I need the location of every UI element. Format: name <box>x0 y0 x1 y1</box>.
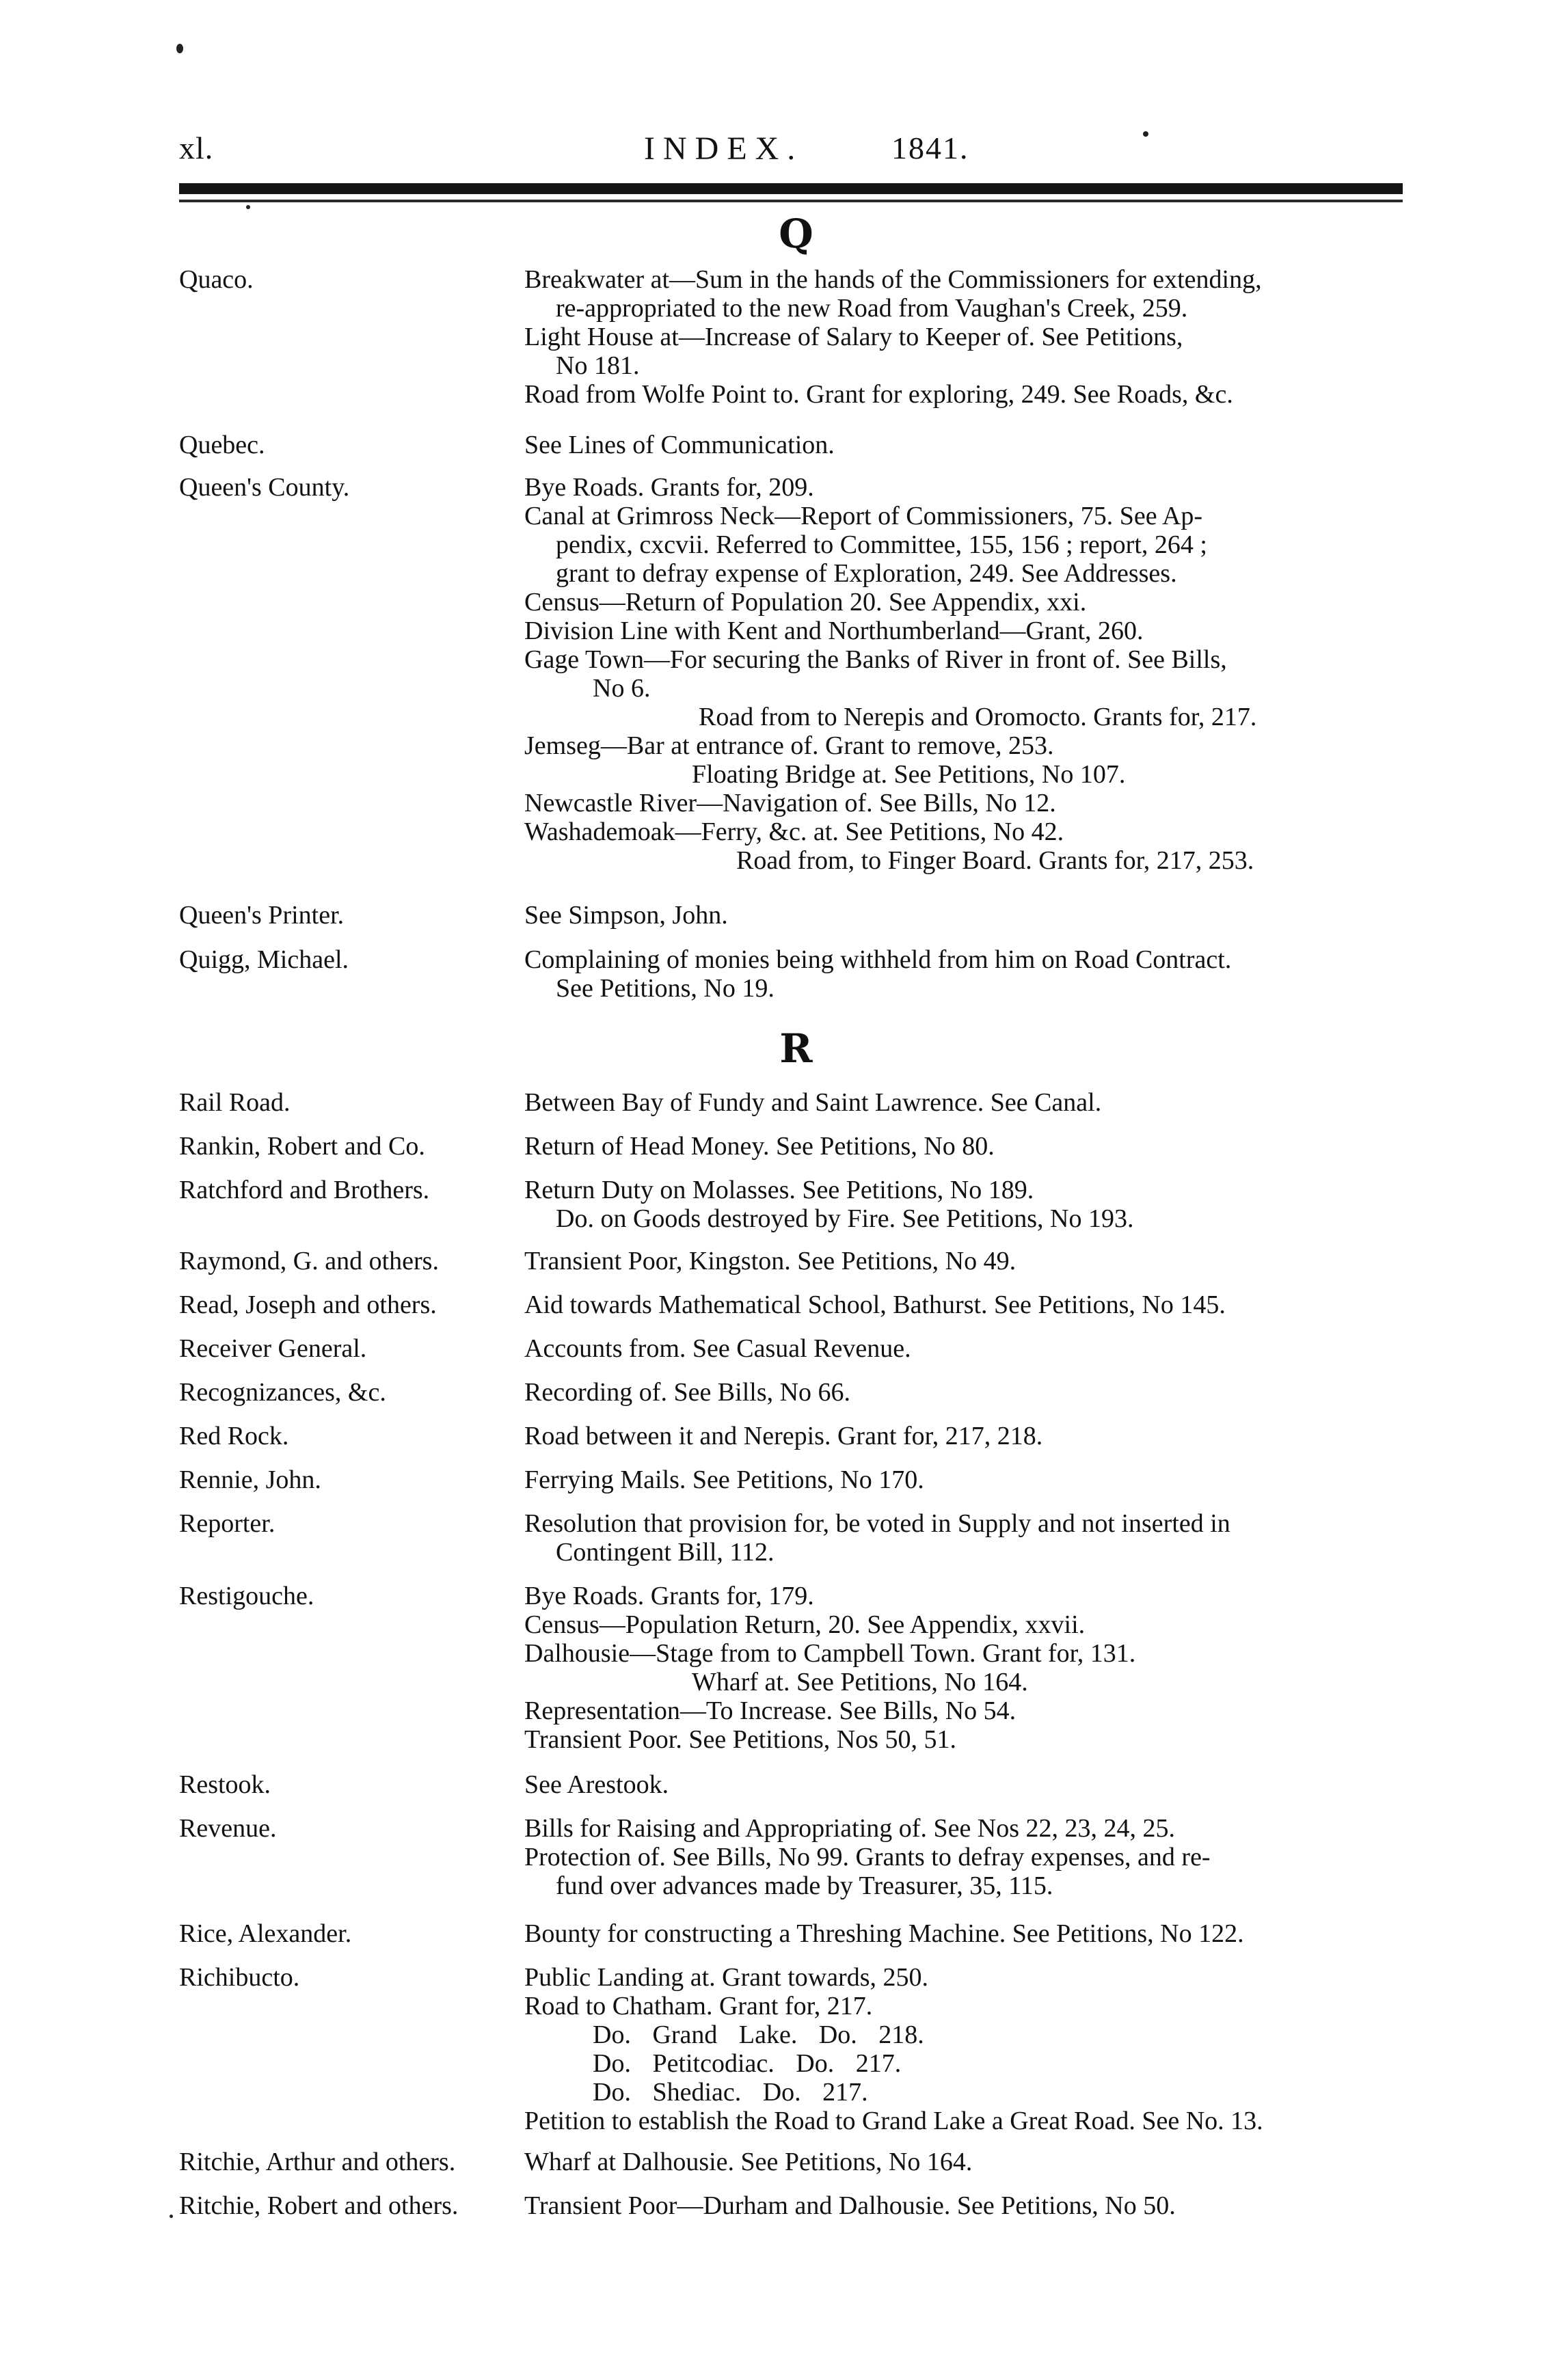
entry-body <box>524 1290 1406 1319</box>
entry-line: See Lines of Communication. <box>524 431 835 459</box>
entry-heading: Quigg, Michael. <box>179 945 349 974</box>
entry-line: Newcastle River—Navigation of. See Bills, No 12. <box>524 789 1056 817</box>
entry-line: Bounty for constructing a Threshing Machine. See Petitions, No 122. <box>524 1919 1244 1948</box>
entry-heading: Receiver General. <box>179 1334 367 1363</box>
running-header <box>179 130 1396 185</box>
entry-line: Complaining of monies being withheld from him on Road Contract. <box>524 945 1232 974</box>
entry-line: Transient Poor—Durham and Dalhousie. See Petitions, No 50. <box>524 2191 1176 2220</box>
entry-line: Bye Roads. Grants for, 209. <box>524 473 814 502</box>
entry-line: Protection of. See Bills, No 99. Grants to defray expenses, and re- <box>524 1843 1211 1871</box>
entry-line: Census—Population Return, 20. See Appendix, xxvii. <box>524 1610 1086 1639</box>
entry-line: See Petitions, No 19. <box>556 974 775 1003</box>
entry-body <box>524 901 1406 930</box>
entry-line: Representation—To Increase. See Bills, No 54. <box>524 1696 1016 1725</box>
entry-line: Division Line with Kent and Northumberland—Grant, 260. <box>524 617 1144 645</box>
entry-line: See Arestook. <box>524 1770 669 1799</box>
entry-line: Road from, to Finger Board. Grants for, 217, 253. <box>736 846 1254 875</box>
entry-body <box>524 1088 1406 1117</box>
entry-line: Between Bay of Fundy and Saint Lawrence. See Canal. <box>524 1088 1102 1117</box>
entry-line: Return of Head Money. See Petitions, No 80. <box>524 1132 995 1161</box>
entry-line: Do. Petitcodiac. Do. 217. <box>593 2049 902 2078</box>
scan-speck <box>1143 131 1148 137</box>
entry-heading: Queen's County. <box>179 473 350 502</box>
scan-speck <box>170 2215 173 2218</box>
entry-line: Gage Town—For securing the Banks of River in front of. See Bills, <box>524 645 1227 674</box>
page-title: INDEX. <box>644 131 804 167</box>
entry-heading: Ritchie, Robert and others. <box>179 2191 459 2220</box>
entry-line: Transient Poor. See Petitions, Nos 50, 51. <box>524 1725 956 1754</box>
entry-line: Petition to establish the Road to Grand Lake a Great Road. See No. 13. <box>524 2107 1263 2135</box>
entry-body <box>524 1509 1406 1567</box>
entry-line: Road between it and Nerepis. Grant for, 217, 218. <box>524 1422 1043 1450</box>
entry-line: Breakwater at—Sum in the hands of the Commissioners for extending, <box>524 265 1262 294</box>
entry-line: Canal at Grimross Neck—Report of Commissioners, 75. See Ap- <box>524 502 1203 530</box>
entry-heading: Revenue. <box>179 1814 277 1843</box>
entry-body <box>524 1770 1406 1799</box>
entry-line: Wharf at. See Petitions, No 164. <box>692 1668 1028 1696</box>
entry-heading: Ratchford and Brothers. <box>179 1176 430 1204</box>
entry-body <box>524 1582 1406 1754</box>
section-letter-r: R <box>779 1025 813 1072</box>
entry-heading: Rankin, Robert and Co. <box>179 1132 425 1161</box>
entry-line: Return Duty on Molasses. See Petitions, No 189. <box>524 1176 1034 1204</box>
entry-line: pendix, cxcvii. Referred to Committee, 155, 156 ; report, 264 ; <box>556 530 1207 559</box>
entry-line: Road to Chatham. Grant for, 217. <box>524 1992 873 2020</box>
entry-line: Floating Bridge at. See Petitions, No 107. <box>692 760 1126 789</box>
entry-line: Road from to Nerepis and Oromocto. Grants for, 217. <box>699 703 1257 731</box>
entry-heading: Rice, Alexander. <box>179 1919 352 1948</box>
entry-line: See Simpson, John. <box>524 901 728 930</box>
entry-heading: Read, Joseph and others. <box>179 1290 437 1319</box>
scan-speck <box>176 44 183 53</box>
section-letter-q: Q <box>779 211 813 257</box>
header-rule-thick <box>179 183 1403 194</box>
entry-body <box>524 1132 1406 1161</box>
entry-line: re-appropriated to the new Road from Vaughan's Creek, 259. <box>556 294 1188 323</box>
entry-heading: Richibucto. <box>179 1963 300 1992</box>
entry-body <box>524 1334 1406 1363</box>
entry-heading: Restook. <box>179 1770 271 1799</box>
entry-heading: Rennie, John. <box>179 1465 321 1494</box>
entry-heading: Restigouche. <box>179 1582 314 1610</box>
entry-line: fund over advances made by Treasurer, 35, 115. <box>556 1871 1053 1900</box>
entry-line: Contingent Bill, 112. <box>556 1538 775 1567</box>
entry-line: Bye Roads. Grants for, 179. <box>524 1582 814 1610</box>
entry-line: Road from Wolfe Point to. Grant for exploring, 249. See Roads, &c. <box>524 380 1233 409</box>
entry-body <box>524 1378 1406 1407</box>
entry-line: Jemseg—Bar at entrance of. Grant to remove, 253. <box>524 731 1054 760</box>
entry-line: Accounts from. See Casual Revenue. <box>524 1334 911 1363</box>
entry-line: Public Landing at. Grant towards, 250. <box>524 1963 929 1992</box>
entry-line: grant to defray expense of Exploration, 249. See Addresses. <box>556 559 1177 588</box>
header-rule-thin <box>179 200 1403 202</box>
entry-body <box>524 473 1406 875</box>
entry-body <box>524 265 1406 409</box>
entry-heading: Recognizances, &c. <box>179 1378 386 1407</box>
entry-heading: Rail Road. <box>179 1088 291 1117</box>
entry-heading: Ritchie, Arthur and others. <box>179 2148 456 2176</box>
entry-line: Transient Poor, Kingston. See Petitions, No 49. <box>524 1247 1016 1275</box>
page-number: xl. <box>179 131 214 165</box>
entry-heading: Quaco. <box>179 265 254 294</box>
entry-line: Light House at—Increase of Salary to Keeper of. See Petitions, <box>524 323 1183 351</box>
entry-body <box>524 1963 1406 2135</box>
entry-line: Recording of. See Bills, No 66. <box>524 1378 851 1407</box>
entry-body <box>524 1814 1406 1900</box>
entry-line: Aid towards Mathematical School, Bathurst. See Petitions, No 145. <box>524 1290 1226 1319</box>
entry-line: Do. on Goods destroyed by Fire. See Petitions, No 193. <box>556 1204 1134 1233</box>
scan-speck <box>246 205 250 209</box>
entry-line: Census—Return of Population 20. See Appendix, xxi. <box>524 588 1087 617</box>
entry-line: Ferrying Mails. See Petitions, No 170. <box>524 1465 924 1494</box>
entry-line: Do. Shediac. Do. 217. <box>593 2078 868 2107</box>
entry-body <box>524 1422 1406 1450</box>
entry-body <box>524 1247 1406 1275</box>
entry-body <box>524 2148 1406 2176</box>
entry-body <box>524 431 1406 459</box>
entry-body <box>524 1176 1406 1233</box>
page-year: 1841. <box>891 131 969 165</box>
entry-heading: Quebec. <box>179 431 265 459</box>
entry-line: Resolution that provision for, be voted in Supply and not inserted in <box>524 1509 1230 1538</box>
entry-heading: Red Rock. <box>179 1422 289 1450</box>
entry-body <box>524 1919 1406 1948</box>
entry-line: No 181. <box>556 351 640 380</box>
entry-body <box>524 1465 1406 1494</box>
entry-line: Dalhousie—Stage from to Campbell Town. Grant for, 131. <box>524 1639 1136 1668</box>
entry-heading: Queen's Printer. <box>179 901 345 930</box>
entry-line: No 6. <box>593 674 651 703</box>
entry-heading: Raymond, G. and others. <box>179 1247 439 1275</box>
entry-heading: Reporter. <box>179 1509 275 1538</box>
entry-line: Wharf at Dalhousie. See Petitions, No 164. <box>524 2148 973 2176</box>
entry-body <box>524 2191 1406 2220</box>
entry-line: Washademoak—Ferry, &c. at. See Petitions, No 42. <box>524 817 1064 846</box>
entry-body <box>524 945 1406 1003</box>
entry-line: Bills for Raising and Appropriating of. See Nos 22, 23, 24, 25. <box>524 1814 1176 1843</box>
entry-line: Do. Grand Lake. Do. 218. <box>593 2020 924 2049</box>
